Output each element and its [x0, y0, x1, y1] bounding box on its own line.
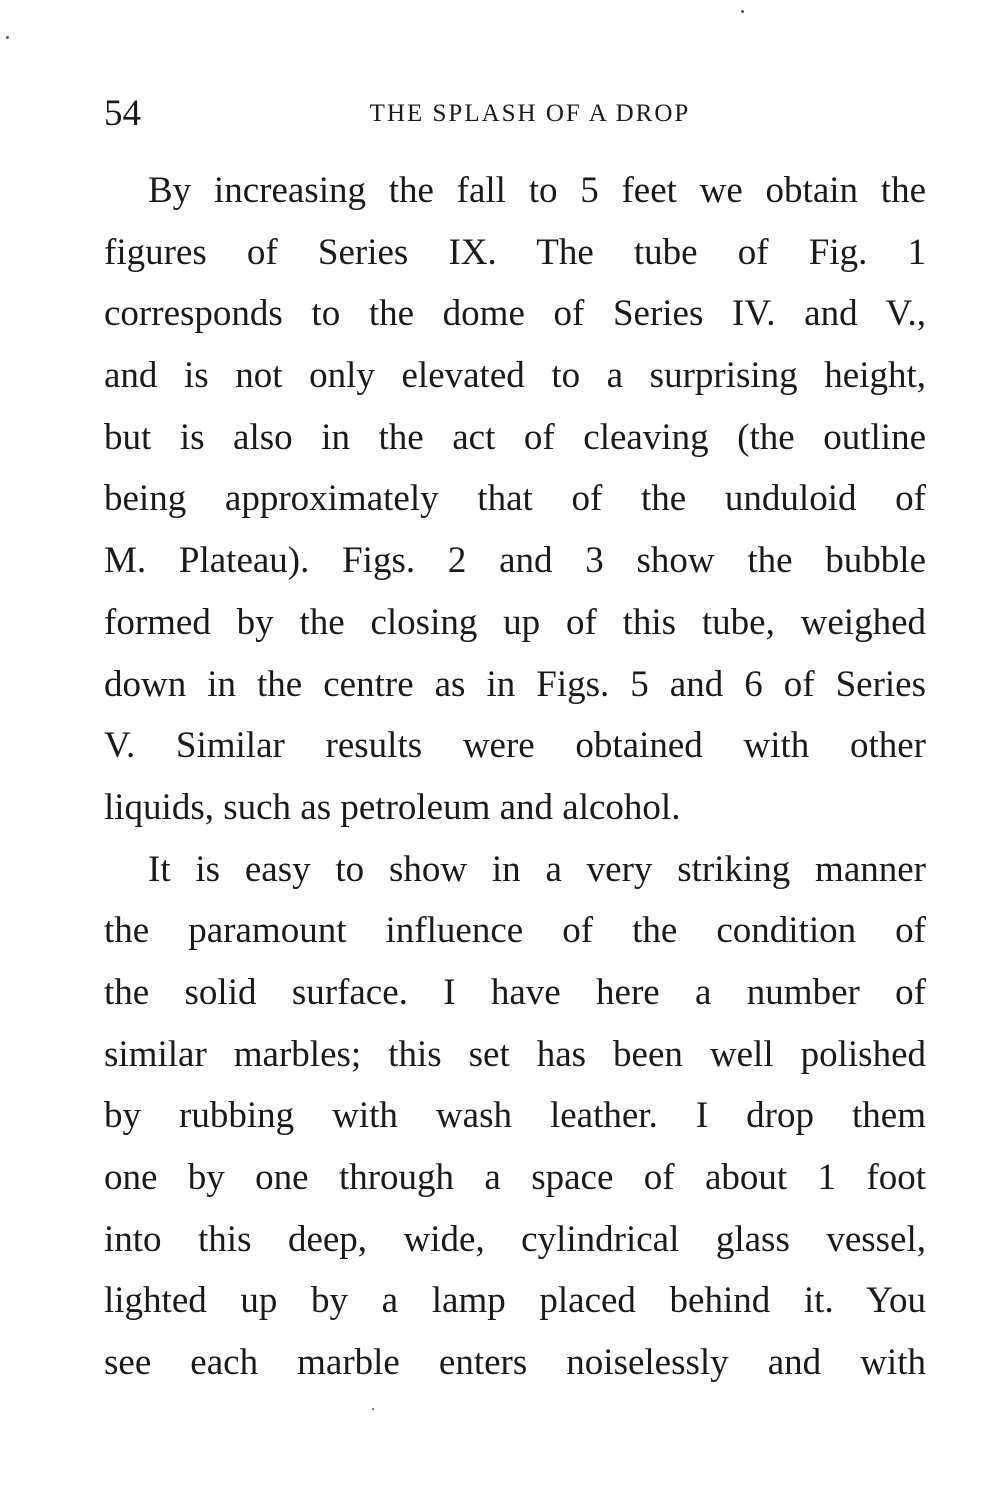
- text-line: corresponds to the dome of Series IV. and V.,: [104, 293, 926, 335]
- text-line: one by one through a space of about 1 foot: [104, 1157, 926, 1198]
- text-line: by rubbing with wash leather. I drop them: [104, 1095, 926, 1137]
- text-line: being approximately that of the unduloid of: [104, 478, 926, 520]
- paragraph-1: [104, 160, 926, 839]
- text-line: the paramount influence of the condition of: [104, 910, 926, 952]
- print-speck: [6, 36, 9, 39]
- text-line: It is easy to show in a very striking manner: [148, 848, 926, 890]
- text-line: down in the centre as in Figs. 5 and 6 of Series: [104, 663, 926, 705]
- page-header: [104, 92, 926, 136]
- text-line: By increasing the fall to 5 feet we obtain the: [148, 170, 926, 211]
- text-line: see each marble enters noiselessly and with: [104, 1342, 926, 1384]
- text-line: the solid surface. I have here a number of: [104, 971, 926, 1013]
- text-line: and is not only elevated to a surprising height,: [104, 355, 926, 397]
- text-line: liquids, such as petroleum and alcohol.: [104, 786, 681, 828]
- text-line: V. Similar results were obtained with other: [104, 725, 926, 767]
- print-speck: [741, 10, 744, 13]
- paragraph-2: [104, 839, 926, 1394]
- text-line: figures of Series IX. The tube of Fig. 1: [104, 231, 926, 273]
- running-title: THE SPLASH OF A DROP: [369, 100, 691, 127]
- text-line: into this deep, wide, cylindrical glass vessel,: [104, 1218, 926, 1260]
- text-line: similar marbles; this set has been well polished: [104, 1033, 926, 1075]
- print-speck: [372, 1408, 374, 1410]
- body-text: [104, 160, 926, 1394]
- text-line: lighted up by a lamp placed behind it. You: [104, 1280, 926, 1322]
- text-line: formed by the closing up of this tube, weighed: [104, 601, 926, 643]
- text-line: M. Plateau). Figs. 2 and 3 show the bubble: [104, 540, 926, 582]
- page-number: 54: [104, 93, 141, 134]
- text-line: but is also in the act of cleaving (the outline: [104, 416, 926, 458]
